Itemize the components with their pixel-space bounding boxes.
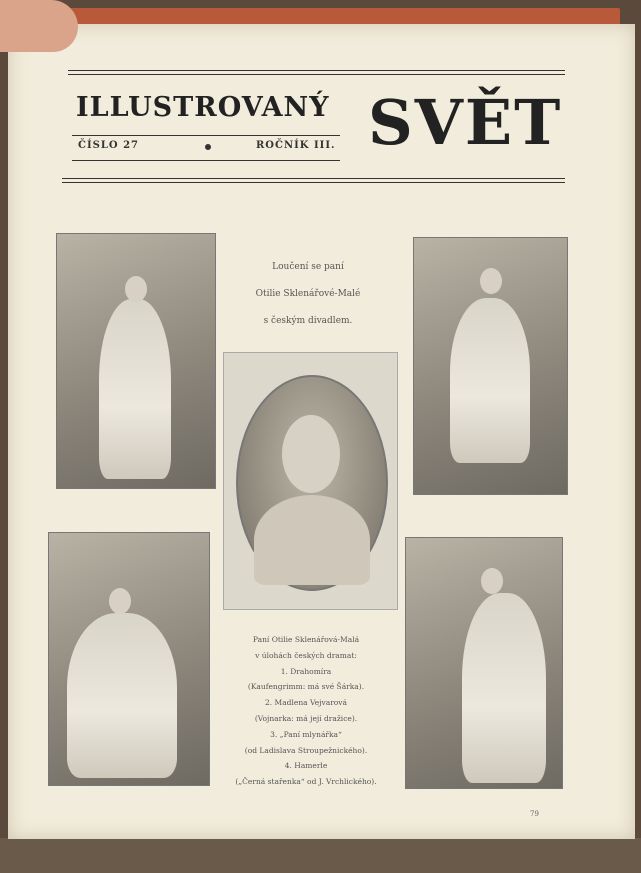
caption-line: Loučení se paní — [272, 262, 344, 272]
finger — [0, 0, 78, 52]
masthead-rule-bottom-2 — [62, 182, 565, 183]
photo-hamerle — [405, 537, 563, 789]
caption-line: 4. Hamerle — [284, 761, 328, 771]
caption-line: (Vojnarka: má její dražice). — [254, 713, 358, 723]
photo-mlynarka — [48, 532, 210, 786]
caption-line: v úlohách českých dramat: — [255, 650, 357, 660]
page-number: 79 — [530, 810, 539, 818]
portrait-frame — [223, 352, 398, 610]
issue-rule-bottom — [72, 160, 340, 161]
masthead-title-left: ILLUSTROVANÝ — [76, 92, 330, 123]
masthead-title-right: SVĚT — [368, 86, 563, 159]
caption-line: Otilie Sklenářové-Malé — [255, 289, 361, 299]
portrait-oval — [236, 375, 388, 591]
caption-line: 3. „Paní mlynářka“ — [270, 729, 342, 739]
caption-line: 2. Madlena Vejvarová — [264, 698, 348, 708]
caption-line: s českým divadlem. — [263, 316, 353, 326]
caption-line: 1. Drahomíra — [280, 666, 332, 676]
issue-number: ČÍSLO 27 — [78, 140, 139, 151]
caption-line: (Kaufengrimm: má své Šárka). — [247, 682, 365, 692]
roles-caption — [222, 632, 390, 790]
masthead-rule-bottom — [62, 178, 565, 179]
book-edge-bottom — [0, 838, 641, 873]
caption-line: („Černá stařenka“ od J. Vrchlického). — [235, 777, 377, 787]
photo-drahomira — [56, 233, 216, 489]
separator-dot — [205, 144, 211, 150]
volume-number: ROČNÍK III. — [256, 140, 336, 151]
caption-line: Paní Otilie Sklenářová-Malá — [252, 635, 360, 644]
farewell-caption — [228, 254, 388, 335]
masthead-rule-top — [68, 70, 565, 71]
masthead-rule-top-2 — [68, 74, 565, 75]
issue-rule-top — [72, 135, 340, 136]
photo-madlena — [413, 237, 568, 495]
caption-line: (od Ladislava Stroupežnického). — [244, 745, 368, 755]
